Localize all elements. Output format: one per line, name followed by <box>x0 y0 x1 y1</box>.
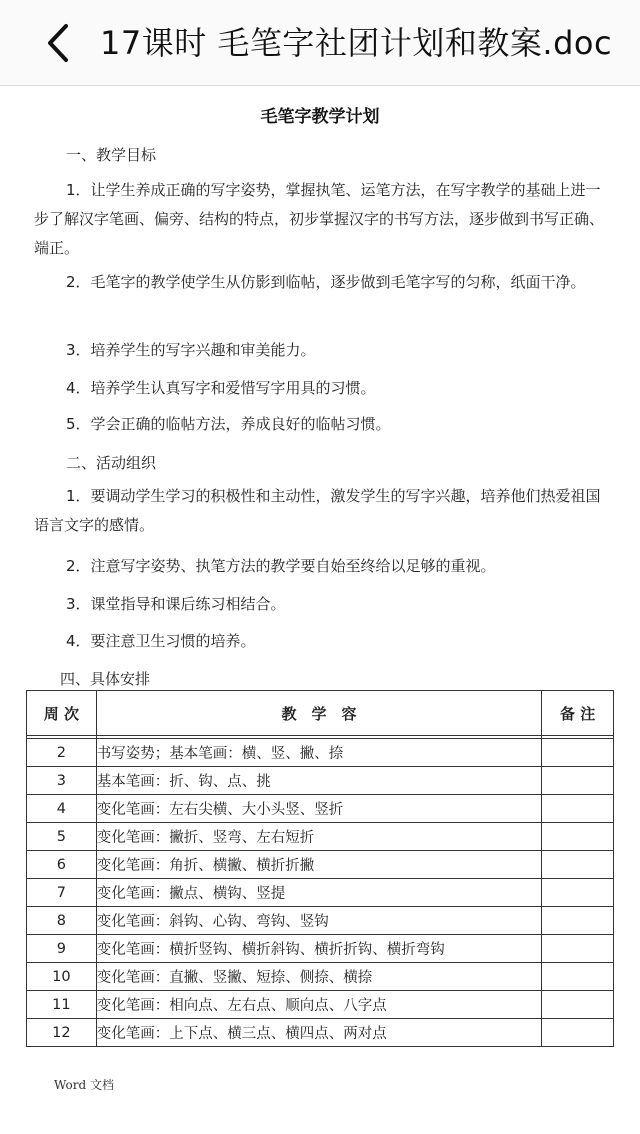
paragraph-goal-2 <box>34 268 614 297</box>
paragraph-org-4 <box>34 627 614 656</box>
paragraph-text: 1．让学生养成正确的写字姿势，掌握执笔、运笔方法，在写字教学的基础上进一步了解汉字笔画、偏旁、结构的特点，初步掌握汉字的书写方法，逐步做到书写正确、端正。 <box>34 181 605 257</box>
table-row <box>27 851 614 879</box>
paragraph-goal-5 <box>34 410 614 439</box>
cell-note <box>542 795 614 823</box>
cell-week: 8 <box>27 907 97 935</box>
paragraph-org-2 <box>34 552 614 581</box>
paragraph-text: 4．要注意卫生习惯的培养。 <box>66 632 256 650</box>
paragraph-org-3 <box>34 590 614 619</box>
cell-note <box>542 823 614 851</box>
cell-content: 变化笔画：斜钩、心钩、弯钩、竖钩 <box>96 907 542 935</box>
cell-note <box>542 991 614 1019</box>
cell-content: 变化笔画：相向点、左右点、顺向点、八字点 <box>96 991 542 1019</box>
table-row <box>27 1019 614 1047</box>
cell-week: 7 <box>27 879 97 907</box>
cell-week: 5 <box>27 823 97 851</box>
cell-content: 变化笔画：角折、横撇、横折折撇 <box>96 851 542 879</box>
table-row <box>27 767 614 795</box>
chevron-left-icon <box>38 18 82 68</box>
section-heading-goals: 一、教学目标 <box>66 146 157 164</box>
paragraph-text: 1．要调动学生学习的积极性和主动性，激发学生的写字兴趣，培养他们热爱祖国语言文字的感情。 <box>34 487 601 534</box>
schedule-table <box>26 690 614 1047</box>
cell-content: 书写姿势；基本笔画：横、竖、撇、捺 <box>96 739 542 767</box>
cell-note <box>542 767 614 795</box>
table-row <box>27 739 614 767</box>
cell-content: 变化笔画：左右尖横、大小头竖、竖折 <box>96 795 542 823</box>
header-note: 备 注 <box>542 691 614 736</box>
cell-note <box>542 935 614 963</box>
cell-week: 3 <box>27 767 97 795</box>
footer-label: Word 文档 <box>54 1078 114 1092</box>
paragraph-goal-4 <box>34 374 614 403</box>
cell-note <box>542 851 614 879</box>
cell-content: 变化笔画：撇点、横钩、竖提 <box>96 879 542 907</box>
paragraph-text: 2．毛笔字的教学使学生从仿影到临帖，逐步做到毛笔字写的匀称，纸面干净。 <box>66 273 586 291</box>
paragraph-text: 2．注意写字姿势、执笔方法的教学要自始至终给以足够的重视。 <box>66 557 496 575</box>
cell-note <box>542 879 614 907</box>
paragraph-text: 3．课堂指导和课后练习相结合。 <box>66 595 286 613</box>
back-button[interactable] <box>38 18 82 68</box>
top-bar <box>0 0 640 86</box>
paragraph-text: 3．培养学生的写字兴趣和审美能力。 <box>66 341 316 359</box>
table-row <box>27 907 614 935</box>
cell-content: 变化笔画：撇折、竖弯、左右短折 <box>96 823 542 851</box>
table-row <box>27 879 614 907</box>
cell-week: 2 <box>27 739 97 767</box>
cell-content: 基本笔画：折、钩、点、挑 <box>96 767 542 795</box>
section-heading-schedule: 四、具体安排 <box>60 670 151 688</box>
document-title-bar: 17课时 毛笔字社团计划和教案.doc <box>100 24 613 62</box>
cell-week: 11 <box>27 991 97 1019</box>
header-week: 周 次 <box>27 691 97 736</box>
table-header-row <box>27 691 614 736</box>
document-page[interactable] <box>0 86 640 1134</box>
cell-note <box>542 963 614 991</box>
table-row <box>27 795 614 823</box>
paragraph-text: 4．培养学生认真写字和爱惜写字用具的习惯。 <box>66 379 376 397</box>
cell-note <box>542 1019 614 1047</box>
paragraph-goal-1 <box>34 176 614 263</box>
table-row <box>27 935 614 963</box>
table-row <box>27 823 614 851</box>
cell-content: 变化笔画：横折竖钩、横折斜钩、横折折钩、横折弯钩 <box>96 935 542 963</box>
cell-note <box>542 907 614 935</box>
cell-content: 变化笔画：直撇、竖撇、短捺、侧捺、横捺 <box>96 963 542 991</box>
cell-week: 4 <box>27 795 97 823</box>
paragraph-goal-3 <box>34 336 614 365</box>
paragraph-text: 5．学会正确的临帖方法，养成良好的临帖习惯。 <box>66 415 391 433</box>
header-content: 教 学 容 <box>96 691 542 736</box>
table-row <box>27 963 614 991</box>
paragraph-org-1 <box>34 482 614 540</box>
cell-week: 9 <box>27 935 97 963</box>
cell-content: 变化笔画：上下点、横三点、横四点、两对点 <box>96 1019 542 1047</box>
cell-week: 6 <box>27 851 97 879</box>
cell-week: 12 <box>27 1019 97 1047</box>
section-heading-organization: 二、活动组织 <box>66 454 157 472</box>
cell-note <box>542 739 614 767</box>
cell-week: 10 <box>27 963 97 991</box>
page-title: 毛笔字教学计划 <box>260 107 380 127</box>
table-row <box>27 991 614 1019</box>
